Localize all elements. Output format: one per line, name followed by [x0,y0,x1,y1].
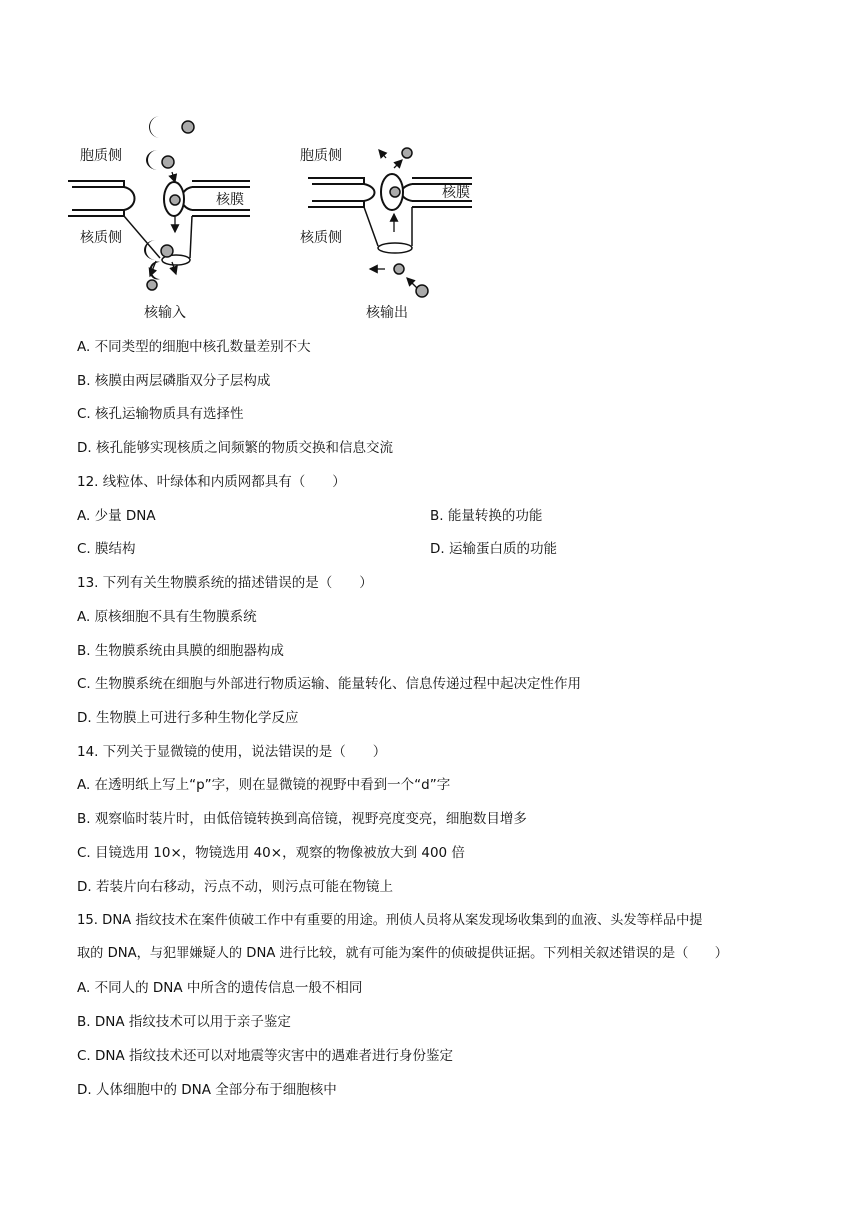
left-membrane-label: 核膜 [216,192,244,208]
q12-option-b: B. 能量转换的功能 [430,508,543,524]
q15-stem-line2: 取的 DNA，与犯罪嫌疑人的 DNA 进行比较，就有可能为案件的侦破提供证据。下列相关叙述错误的是（ ） [77,946,728,961]
q13-option-a: A. 原核细胞不具有生物膜系统 [77,609,257,625]
q15-option-c: C. DNA 指纹技术还可以对地震等灾害中的遇难者进行身份鉴定 [77,1048,454,1064]
q12-option-a: A. 少量 DNA [77,508,156,524]
q11-option-b: B. 核膜由两层磷脂双分子层构成 [77,373,271,389]
q14-option-d: D. 若装片向右移动，污点不动，则污点可能在物镜上 [77,879,393,895]
left-nucleoplasm-label: 核质侧 [80,230,122,246]
q15-option-a: A. 不同人的 DNA 中所含的遗传信息一般不相同 [77,980,363,996]
left-caption: 核输入 [144,305,186,321]
q14-option-c: C. 目镜选用 10×，物镜选用 40×，观察的物像被放大到 400 倍 [77,845,465,861]
q12-stem: 12. 线粒体、叶绿体和内质网都具有（ ） [77,474,346,490]
q14-option-b: B. 观察临时装片时，由低倍镜转换到高倍镜，视野亮度变亮，细胞数目增多 [77,811,527,827]
q13-stem: 13. 下列有关生物膜系统的描述错误的是（ ） [77,575,373,591]
right-membrane-label: 核膜 [442,185,470,201]
q13-option-c: C. 生物膜系统在细胞与外部进行物质运输、能量转化、信息传递过程中起决定性作用 [77,676,582,692]
left-cytoplasm-label: 胞质侧 [80,148,122,164]
nuclear-export-diagram [308,148,472,297]
nuclear-pore-diagram [0,0,860,330]
q15-option-b: B. DNA 指纹技术可以用于亲子鉴定 [77,1014,291,1030]
q15-option-d: D. 人体细胞中的 DNA 全部分布于细胞核中 [77,1082,337,1098]
q11-option-c: C. 核孔运输物质具有选择性 [77,406,244,422]
right-cytoplasm-label: 胞质侧 [300,148,342,164]
q13-option-d: D. 生物膜上可进行多种生物化学反应 [77,710,299,726]
q12-option-d: D. 运输蛋白质的功能 [430,541,557,557]
q14-stem: 14. 下列关于显微镜的使用，说法错误的是（ ） [77,744,387,760]
right-caption: 核输出 [366,305,408,321]
q13-option-b: B. 生物膜系统由具膜的细胞器构成 [77,643,284,659]
q14-option-a: A. 在透明纸上写上“p”字，则在显微镜的视野中看到一个“d”字 [77,777,451,793]
q12-option-c: C. 膜结构 [77,541,136,557]
q11-option-d: D. 核孔能够实现核质之间频繁的物质交换和信息交流 [77,440,393,456]
q15-stem-line1: 15. DNA 指纹技术在案件侦破工作中有重要的用途。刑侦人员将从案发现场收集到的血液、头发等样品中提 [77,913,703,928]
q11-option-a: A. 不同类型的细胞中核孔数量差别不大 [77,339,311,355]
right-nucleoplasm-label: 核质侧 [300,230,342,246]
